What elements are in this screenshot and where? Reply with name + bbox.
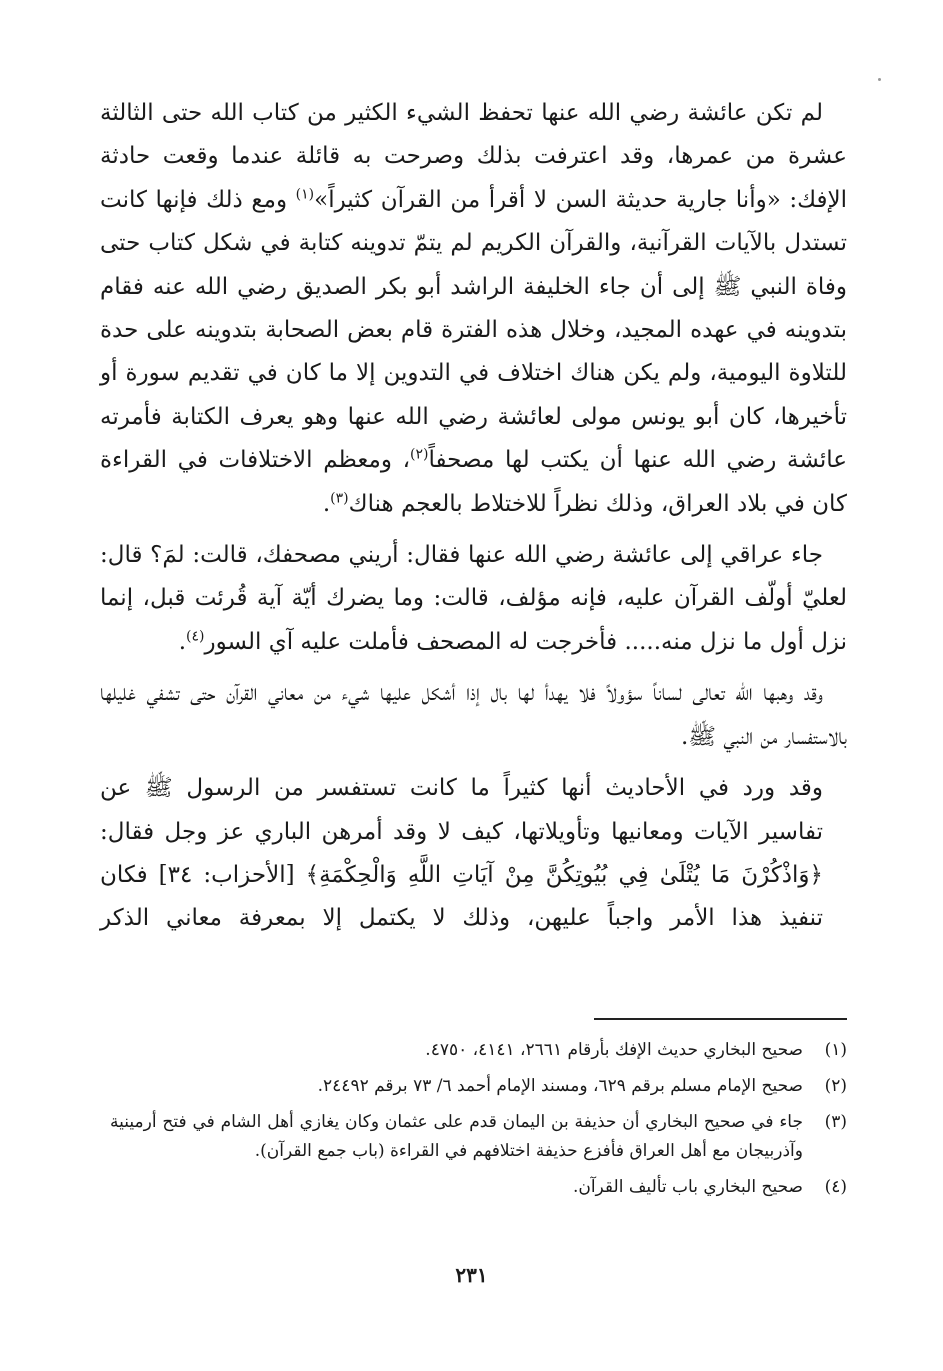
- footnote-item: [110, 1036, 847, 1065]
- footnote-number: (٢): [824, 1076, 847, 1096]
- footnote-number: (٤): [824, 1177, 847, 1197]
- footnote-separator: [594, 1018, 847, 1020]
- footnote-item: [110, 1173, 847, 1202]
- paragraph-text: ، ومعظم الاختلافات في القراءة كان في بلاد العراق، وذلك نظراً للاختلاط بالعجم هناك: [100, 447, 847, 517]
- text-line: تفاسير الآيات ومعانيها وتأويلاتها، كيف لا وقد أمرهن الباري عز وجل فقال:: [100, 818, 823, 845]
- paragraph: [100, 92, 847, 526]
- footnotes: [110, 1036, 847, 1209]
- footnote-ref[interactable]: (٣): [330, 490, 349, 506]
- paragraph-text: وقد وهبها الله تعالى لساناً سؤولاً فلا يهدأ لها بال إذا أشكل عليها شيء من معاني القرآن حتى تشفي غليلها بالاستفسار من النبي ﷺ.: [100, 680, 847, 750]
- paragraph-continued: [100, 767, 847, 941]
- paragraph: [100, 672, 847, 759]
- quran-verse-line: ﴿وَاذْكُرْنَ مَا يُتْلَىٰ فِي بُيُوتِكُنَّ مِنْ آيَاتِ اللَّهِ وَالْحِكْمَةِ﴾ [الأحزاب: ٣٤] فكان: [100, 861, 823, 888]
- footnote-text: صحيح البخاري حديث الإفك بأرقام ٢٦٦١، ٤١٤١، ٤٧٥٠.: [425, 1040, 803, 1060]
- footnote-text: جاء في صحيح البخاري أن حذيفة بن اليمان قدم على عثمان وكان يغازي أهل الشام في فتح أرمينية وآذربيجان مع أهل العراق فأفزع حذيفة اختلافهم في القراءة (باب جمع القرآن).: [110, 1112, 803, 1161]
- paragraph-text: .: [322, 490, 331, 517]
- paragraph-text: لم تكن عائشة رضي الله عنها تحفظ الشيء الكثير من كتاب الله حتى الثالثة عشرة من عمرها، وقد اعترفت بذلك وصرحت به قائلة عندما وقعت حادثة الإفك: «وأنا جارية حديثة السن لا أقرأ من القرآن كثيراً»: [100, 100, 847, 213]
- footnote-text: صحيح الإمام مسلم برقم ٦٢٩، ومسند الإمام أحمد ٦/ ٧٣ برقم ٢٤٤٩٢.: [317, 1076, 803, 1096]
- footnote-item: [110, 1108, 847, 1166]
- text-line: وقد ورد في الأحاديث أنها كثيراً ما كانت تستفسر من الرسول ﷺ عن: [100, 775, 823, 802]
- text-line: تنفيذ هذا الأمر واجباً عليهن، وذلك لا يكتمل إلا بمعرفة معاني الذكر: [100, 905, 823, 932]
- scan-speck: [878, 78, 881, 81]
- paragraph-text: .: [178, 628, 187, 655]
- footnote-text: صحيح البخاري باب تأليف القرآن.: [572, 1177, 803, 1197]
- footnote-ref[interactable]: (١): [295, 186, 315, 203]
- footnote-ref[interactable]: (٢): [410, 446, 429, 463]
- main-text: [100, 92, 847, 941]
- paragraph-text: جاء عراقي إلى عائشة رضي الله عنها فقال: أريني مصحفك، قالت: لمَ؟ قال: لعليّ أولّف القرآن عليه، فإنه مؤلف، قالت: وما يضرك أيّة آية قُرئت قبل، إنما نزل أول ما نزل منه..... فأخرجت له المصحف فأملت عليه آي السور: [100, 542, 847, 655]
- paragraph: [100, 534, 847, 664]
- footnote-ref[interactable]: (٤): [186, 628, 205, 645]
- footnote-number: (١): [824, 1040, 847, 1060]
- paragraph-text: ومع ذلك فإنها كانت تستدل بالآيات القرآنية، والقرآن الكريم لم يتمّ تدوينه كتابة في شكل كتاب حتى وفاة النبي ﷺ إلى أن جاء الخليفة الراشد أبو بكر الصديق رضي الله عنه فقام بتدوينه في عهده المجيد، وخلال هذه الفترة قام بعض الصحابة بتدوينه على حدة للتلاوة اليومية، ولم يكن هناك اختلاف في التدوين إلا ما كان في تقديم سورة أو تأخيرها، كان أبو يونس مولى لعائشة رضي الله عنها وهو يعرف الكتابة فأمرته عائشة رضي الله عنها أن يكتب لها مصحفاً: [100, 186, 847, 474]
- footnote-number: (٣): [824, 1112, 847, 1132]
- footnote-item: [110, 1072, 847, 1101]
- page-number: ٢٣١: [455, 1263, 488, 1287]
